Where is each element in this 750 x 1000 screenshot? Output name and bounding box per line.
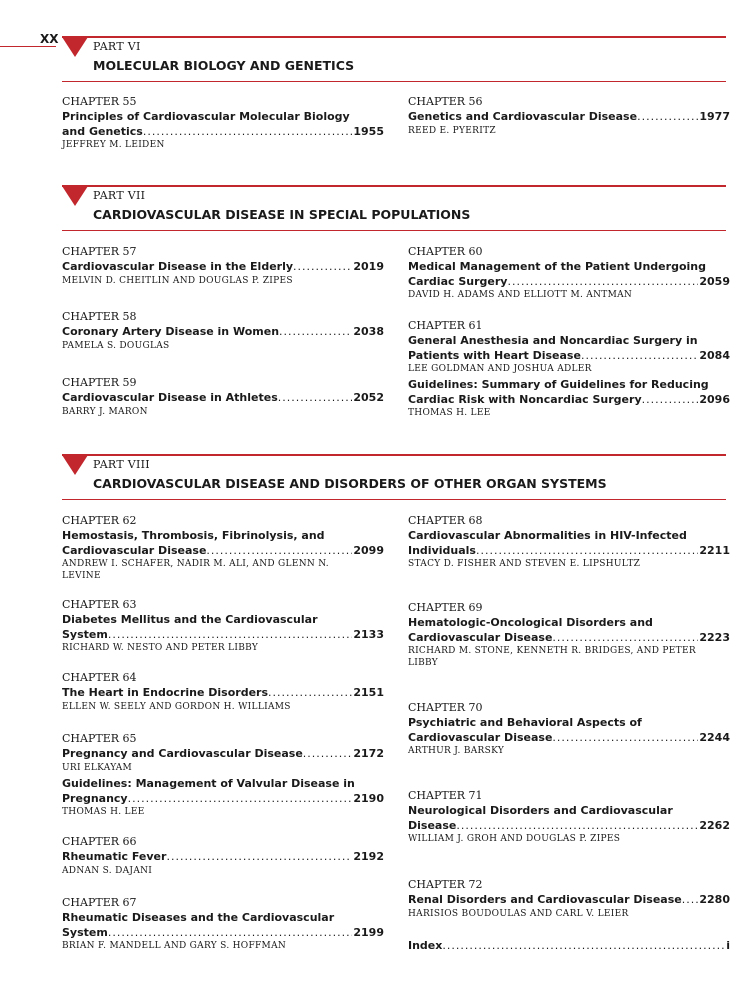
chapter-number: CHAPTER 64 — [62, 671, 137, 684]
chapter-title-line: Genetics and Cardiovascular Disease ..... 1977 — [408, 110, 730, 124]
chapter-authors: PAMELA S. DOUGLAS — [62, 340, 170, 351]
part-rule-bottom — [62, 499, 726, 500]
part-label: PART VIII — [93, 458, 150, 471]
page-ref: i — [726, 939, 730, 952]
toc-entry[interactable] — [408, 789, 730, 845]
part-label: PART VII — [93, 189, 146, 202]
toc-entry-index[interactable] — [408, 938, 730, 953]
toc-entry[interactable] — [62, 732, 384, 774]
chapter-authors: BARRY J. MARON — [62, 406, 148, 417]
part-label: PART VI — [93, 40, 141, 53]
toc-entry[interactable] — [408, 701, 730, 757]
page-ref: 2052 — [353, 391, 384, 404]
chapter-title-line: Renal Disorders and Cardiovascular Disease ..... 2280 — [408, 893, 730, 907]
chapter-authors: THOMAS H. LEE — [408, 408, 491, 418]
toc-entry[interactable] — [408, 319, 730, 375]
chapter-number: CHAPTER 59 — [62, 376, 137, 389]
chapter-title-line: and Genetics ..... 1955 — [62, 125, 384, 139]
page-ref: 2211 — [699, 543, 730, 557]
chapter-number: CHAPTER 65 — [62, 732, 137, 745]
chapter-title-line: Cardiovascular Disease in the Elderly ..... 2019 — [62, 260, 384, 274]
chapter-number: CHAPTER 61 — [408, 319, 483, 332]
part-rule-bottom — [62, 230, 726, 231]
chapter-title: Cardiovascular Abnormalities in HIV-Infected — [408, 529, 687, 542]
chapter-authors: LEE GOLDMAN AND JOSHUA ADLER — [408, 364, 592, 374]
page-ref: 2096 — [699, 392, 730, 406]
chapter-authors: RICHARD M. STONE, KENNETH R. BRIDGES, AND PETER LIBBY — [408, 646, 696, 668]
page-ref: 2099 — [353, 543, 384, 557]
toc-entry[interactable] — [62, 598, 384, 654]
chapter-title-line: Cardiovascular Disease ..... 2244 — [408, 731, 730, 745]
chapter-authors: ELLEN W. SEELY AND GORDON H. WILLIAMS — [62, 701, 291, 712]
toc-entry-guidelines[interactable] — [62, 776, 384, 818]
chapter-title-line: Disease ..... 2262 — [408, 819, 730, 833]
toc-entry[interactable] — [62, 835, 384, 877]
chapter-authors: ARTHUR J. BARSKY — [408, 746, 505, 756]
chapter-authors: RICHARD W. NESTO AND PETER LIBBY — [62, 643, 259, 653]
chapter-authors: REED E. PYERITZ — [408, 125, 496, 136]
chapter-number: CHAPTER 60 — [408, 245, 483, 258]
chapter-number: CHAPTER 56 — [408, 95, 483, 108]
chapter-title-line: Patients with Heart Disease ..... 2084 — [408, 349, 730, 363]
chapter-title: Hematologic-Oncological Disorders and — [408, 616, 653, 629]
page-ref: 2133 — [353, 627, 384, 641]
chapter-title-line: Individuals ..... 2211 — [408, 544, 730, 558]
chapter-authors: WILLIAM J. GROH AND DOUGLAS P. ZIPES — [408, 834, 621, 844]
chapter-number: CHAPTER 57 — [62, 245, 137, 258]
index-line: Index ..... i — [408, 939, 730, 953]
page-ref: 1977 — [699, 110, 730, 123]
part-rule — [62, 36, 726, 38]
toc-entry[interactable] — [408, 601, 730, 669]
chapter-authors: JEFFREY M. LEIDEN — [62, 140, 165, 150]
chapter-title: Neurological Disorders and Cardiovascular — [408, 804, 673, 817]
chapter-authors: URI ELKAYAM — [62, 762, 133, 773]
chapter-title: General Anesthesia and Noncardiac Surgery in — [408, 334, 698, 347]
toc-entry[interactable] — [408, 878, 730, 920]
page-ref: 2223 — [699, 630, 730, 644]
chapter-number: CHAPTER 63 — [62, 598, 137, 611]
page-ref: 2280 — [699, 893, 730, 906]
chapter-title-line: System ..... 2133 — [62, 628, 384, 642]
chapter-title-line: Coronary Artery Disease in Women ..... 2038 — [62, 325, 384, 339]
guidelines-title: Guidelines: Management of Valvular Disease in — [62, 777, 355, 790]
page-ref: 2059 — [699, 274, 730, 288]
toc-entry[interactable] — [62, 310, 384, 352]
chapter-title-line: Rheumatic Fever ..... 2192 — [62, 850, 384, 864]
page-ref: 2172 — [353, 747, 384, 760]
chapter-title: Hemostasis, Thrombosis, Fibrinolysis, and — [62, 529, 325, 542]
chapter-authors: ANDREW I. SCHAFER, NADIR M. ALI, AND GLENN N. LEVINE — [62, 559, 329, 581]
red-triangle-icon — [62, 37, 88, 57]
chapter-authors: ADNAN S. DAJANI — [62, 865, 153, 876]
page-ref: 1955 — [353, 124, 384, 138]
toc-entry[interactable] — [62, 896, 384, 952]
chapter-title: Diabetes Mellitus and the Cardiovascular — [62, 613, 318, 626]
toc-entry[interactable] — [408, 95, 730, 137]
chapter-number: CHAPTER 71 — [408, 789, 483, 802]
part-title: CARDIOVASCULAR DISEASE IN SPECIAL POPULATIONS — [93, 207, 471, 222]
chapter-number: CHAPTER 72 — [408, 878, 483, 891]
chapter-authors: DAVID H. ADAMS AND ELLIOTT M. ANTMAN — [408, 290, 633, 300]
guidelines-title: Guidelines: Summary of Guidelines for Reducing — [408, 378, 709, 391]
chapter-title-line: Pregnancy ..... 2190 — [62, 792, 384, 806]
chapter-number: CHAPTER 67 — [62, 896, 137, 909]
chapter-title: Rheumatic Diseases and the Cardiovascular — [62, 911, 335, 924]
toc-entry[interactable] — [62, 245, 384, 287]
toc-entry[interactable] — [62, 95, 384, 151]
page-ref: 2192 — [353, 850, 384, 863]
page-ref: 2262 — [699, 818, 730, 832]
part-rule — [62, 454, 726, 456]
page-ref: 2084 — [699, 348, 730, 362]
chapter-number: CHAPTER 68 — [408, 514, 483, 527]
toc-entry[interactable] — [408, 245, 730, 301]
chapter-number: CHAPTER 58 — [62, 310, 137, 323]
chapter-title: Psychiatric and Behavioral Aspects of — [408, 716, 642, 729]
chapter-title: Medical Management of the Patient Undergoing — [408, 260, 706, 273]
chapter-authors: STACY D. FISHER AND STEVEN E. LIPSHULTZ — [408, 559, 641, 569]
toc-entry[interactable] — [408, 514, 730, 570]
chapter-title-line: Cardiac Surgery ..... 2059 — [408, 275, 730, 289]
chapter-authors: MELVIN D. CHEITLIN AND DOUGLAS P. ZIPES — [62, 275, 293, 286]
chapter-title-line: Cardiovascular Disease ..... 2223 — [408, 631, 730, 645]
toc-entry[interactable] — [62, 514, 384, 582]
part-rule-bottom — [62, 81, 726, 82]
page-ref: 2019 — [353, 260, 384, 273]
chapter-authors: THOMAS H. LEE — [62, 807, 145, 817]
page-ref: 2190 — [353, 791, 384, 805]
part-title: CARDIOVASCULAR DISEASE AND DISORDERS OF OTHER ORGAN SYSTEMS — [93, 476, 607, 491]
page-number: XX — [40, 32, 59, 46]
toc-entry[interactable] — [62, 376, 384, 418]
chapter-title-line: System ..... 2199 — [62, 926, 384, 940]
chapter-number: CHAPTER 69 — [408, 601, 483, 614]
chapter-number: CHAPTER 70 — [408, 701, 483, 714]
chapter-title-line: Cardiovascular Disease in Athletes ..... 2052 — [62, 391, 384, 405]
toc-entry-guidelines[interactable] — [408, 377, 730, 419]
chapter-title-line: The Heart in Endocrine Disorders ..... 2151 — [62, 686, 384, 700]
toc-entry[interactable] — [62, 671, 384, 713]
red-triangle-icon — [62, 186, 88, 206]
chapter-number: CHAPTER 55 — [62, 95, 137, 108]
chapter-title-line: Cardiac Risk with Noncardiac Surgery ..... 2096 — [408, 393, 730, 407]
page-ref: 2038 — [353, 325, 384, 338]
chapter-title-line: Pregnancy and Cardiovascular Disease ..... 2172 — [62, 747, 384, 761]
part-title: MOLECULAR BIOLOGY AND GENETICS — [93, 58, 355, 73]
page-ref: 2151 — [353, 686, 384, 699]
chapter-number: CHAPTER 66 — [62, 835, 137, 848]
chapter-authors: BRIAN F. MANDELL AND GARY S. HOFFMAN — [62, 941, 287, 951]
chapter-number: CHAPTER 62 — [62, 514, 137, 527]
page-ref: 2199 — [353, 925, 384, 939]
header-rule — [0, 46, 56, 47]
chapter-authors: HARISIOS BOUDOULAS AND CARL V. LEIER — [408, 908, 629, 919]
part-rule — [62, 185, 726, 187]
page-ref: 2244 — [699, 730, 730, 744]
chapter-title: Principles of Cardiovascular Molecular Biology — [62, 110, 350, 123]
chapter-title-line: Cardiovascular Disease ..... 2099 — [62, 544, 384, 558]
red-triangle-icon — [62, 455, 88, 475]
